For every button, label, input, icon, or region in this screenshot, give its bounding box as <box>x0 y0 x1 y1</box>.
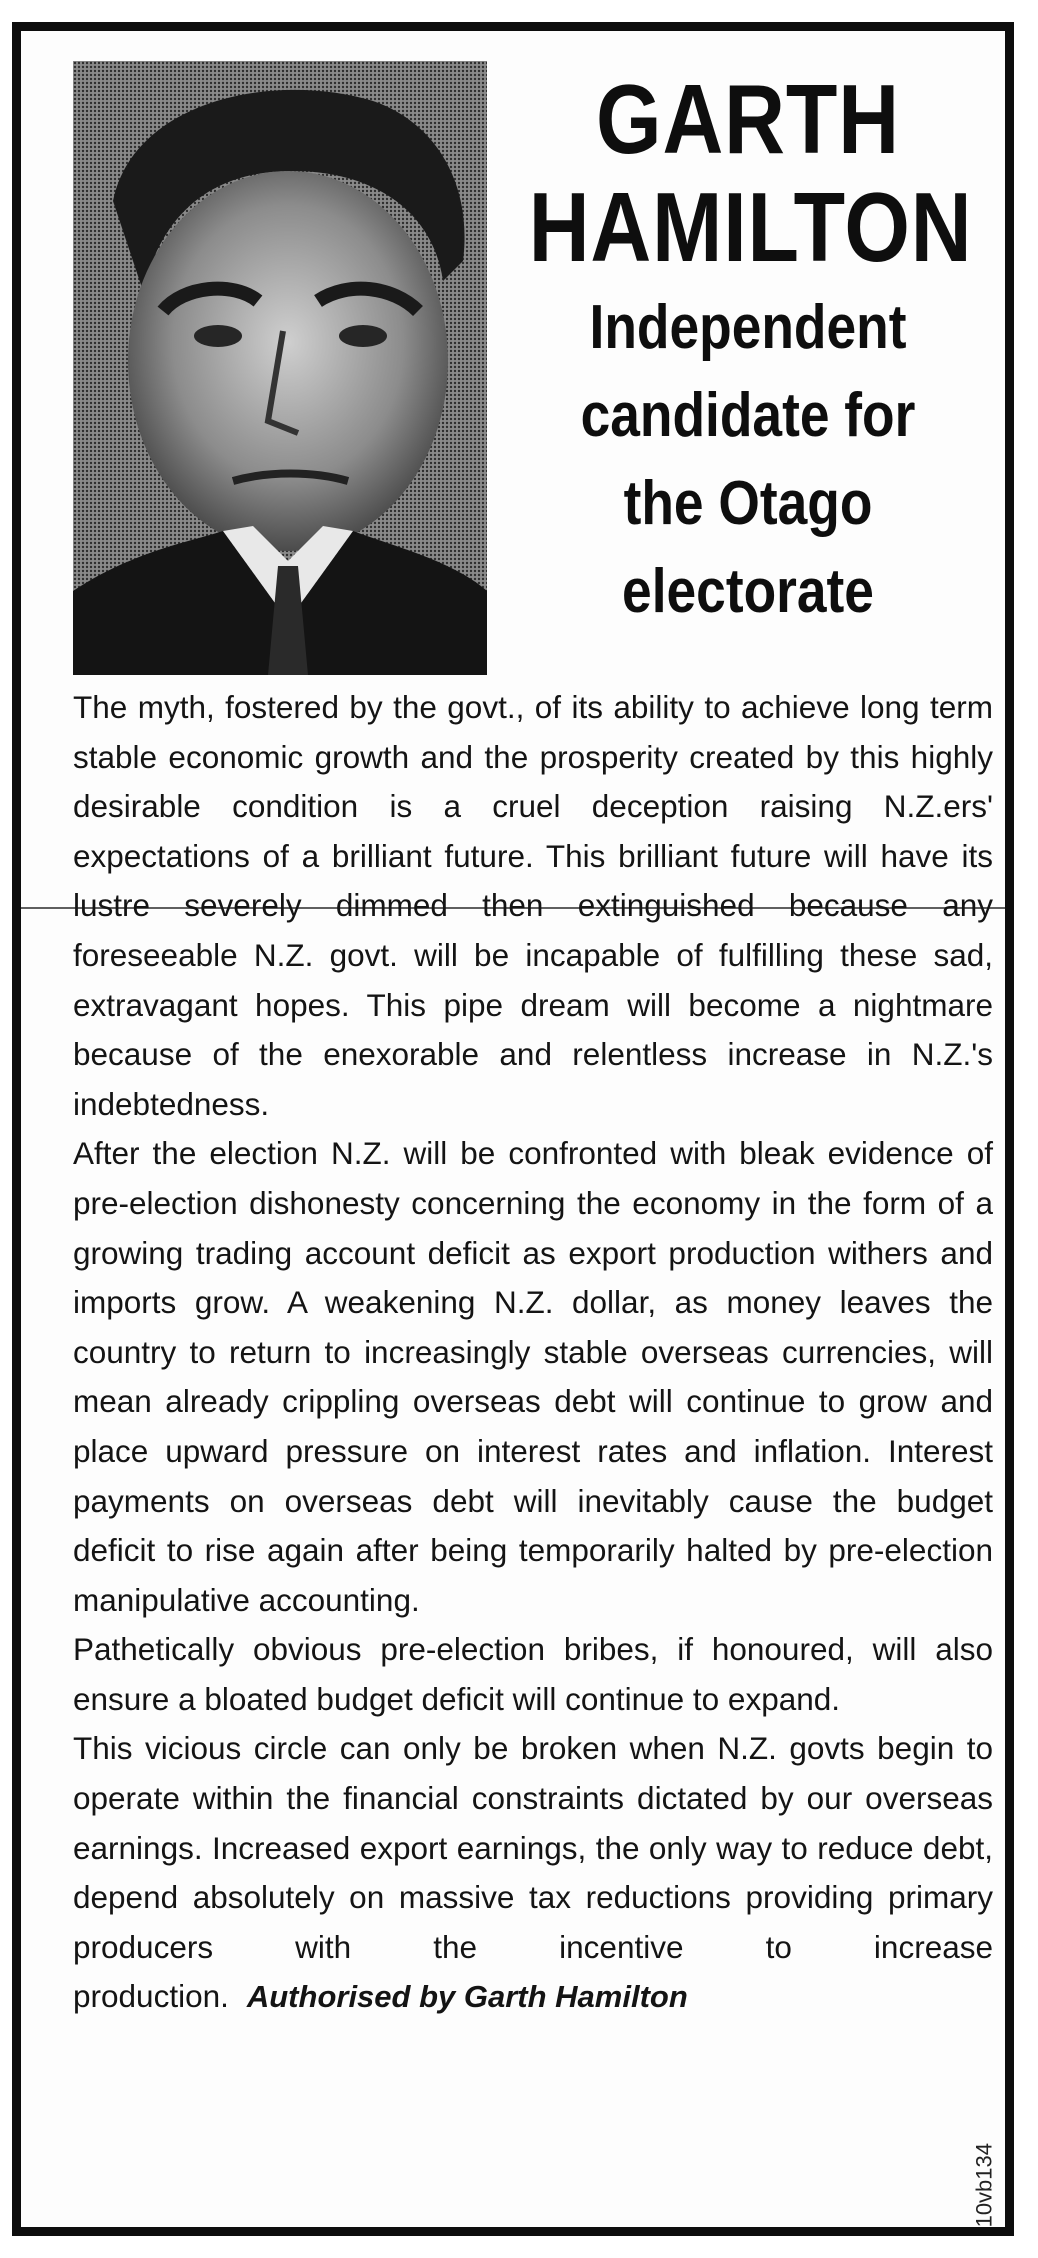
paragraph-3: Pathetically obvious pre-election bribes, if honoured, will also ensure a bloated budget deficit will continue to expand. <box>73 1631 993 1717</box>
reference-code: 10vb134 <box>971 2143 996 2228</box>
candidate-portrait <box>73 61 487 675</box>
paragraph-4-text: This vicious circle can only be broken when N.Z. govts begin to operate within the financial constraints dictated by our overseas earnings. Increased export earnings, the only way to reduce debt, depend absolutely on massive tax reductions providing primary producers with the incentive to increase production. <box>73 1730 993 2015</box>
authorisation-line: Authorised by Garth Hamilton <box>246 1979 688 2015</box>
advertisement-frame <box>12 22 1014 2236</box>
headline-block <box>493 65 1003 633</box>
paragraph-2: After the election N.Z. will be confronted with bleak evidence of pre-election dishonesty concerning the economy in the form of a growing trading account deficit as export production withers and imports grow. A weakening N.Z. dollar, as money leaves the country to return to increasingly stable overseas currencies, will mean already crippling overseas debt will continue to grow and place upward pressure on interest rates and inflation. Interest payments on overseas debt will inevitably cause the budget deficit to rise again after being temporarily halted by pre-election manipulative accounting. <box>73 1135 993 1618</box>
candidate-last-name: HAMILTON <box>528 172 973 282</box>
portrait-image <box>73 61 487 675</box>
body-copy <box>73 683 993 2022</box>
subtitle-line-2: candidate for <box>580 381 916 450</box>
candidate-first-name: GARTH <box>596 64 900 174</box>
paragraph-4 <box>73 1724 993 2022</box>
paragraph-1: The myth, fostered by the govt., of its ability to achieve long term stable economic growth and the prosperity created by this highly desirable condition is a cruel deception raising N.Z.ers' expectations of a brilliant future. This brilliant future will have its lustre severely dimmed then extinguished because any foreseeable N.Z. govt. will be incapable of fulfilling these sad, extravagant hopes. This pipe dream will become a nightmare because of the enexorable and relentless increase in N.Z.'s indebtedness. <box>73 689 993 1122</box>
subtitle-line-3: the Otago <box>623 469 873 538</box>
subtitle-line-1: Independent <box>589 293 907 362</box>
subtitle-line-4: electorate <box>622 557 874 626</box>
